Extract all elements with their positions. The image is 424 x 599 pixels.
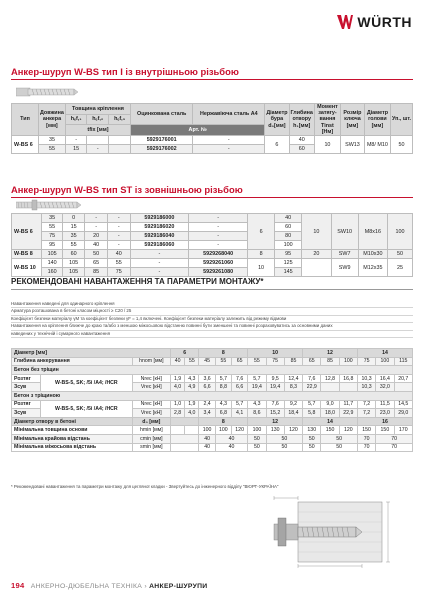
thickness-value: 100 <box>199 426 215 435</box>
diameter-value: 10 <box>248 349 303 358</box>
note-line: наведених у технічній і сумарного навантаження <box>11 331 413 338</box>
tension-value: 20,7 <box>394 374 412 383</box>
drill-unit: d₀ [мм] <box>132 417 170 426</box>
thickness-value <box>170 426 184 435</box>
col-key: Розмір ключа [мм] <box>340 104 364 136</box>
tension-value: 4,3 <box>248 400 266 409</box>
table-row <box>12 443 413 452</box>
tension-value: 9,0 <box>321 400 339 409</box>
col-article: Арт. № <box>131 125 265 136</box>
col-type: Тип <box>12 104 39 136</box>
cell-head: M8/ M10 <box>364 136 390 154</box>
table-row <box>12 259 413 268</box>
shear-value: 8,3 <box>284 383 302 392</box>
drill-value <box>170 417 199 426</box>
section-divider <box>11 79 413 80</box>
shear-value: 19,4 <box>266 383 284 392</box>
thickness-value: 150 <box>376 426 394 435</box>
embed-value: 100 <box>339 357 357 366</box>
cell-pack: 50 <box>390 136 412 154</box>
thickness-value: 130 <box>266 426 284 435</box>
brand-logo <box>337 14 412 30</box>
col-galvanized: Оцинкована сталь <box>131 104 193 125</box>
thickness-value: 150 <box>357 426 375 435</box>
cell-hole: 40 <box>275 214 302 223</box>
spacing-value: 50 <box>248 443 266 452</box>
embed-value: 75 <box>357 357 375 366</box>
shear-value: 2,8 <box>170 409 184 418</box>
tension-value: 7,6 <box>232 374 248 383</box>
tension-value: 16,4 <box>376 374 394 383</box>
shear-unit: Vrec [кН] <box>132 409 170 418</box>
spacing-value: 70 <box>357 443 375 452</box>
drill-value: 12 <box>248 417 303 426</box>
table-row <box>12 391 413 400</box>
tension-value: 1,0 <box>170 400 184 409</box>
shear-value: 22,9 <box>339 409 357 418</box>
cell-t3: 75 <box>107 268 130 277</box>
cell-length: 55 <box>39 145 66 154</box>
shear-value: 19,4 <box>248 383 266 392</box>
cell-t1: 0 <box>62 214 85 223</box>
embed-value: 75 <box>266 357 284 366</box>
tension-value: 5,7 <box>232 400 248 409</box>
shear-value: 4,1 <box>232 409 248 418</box>
cell-key: SW10 <box>331 214 358 250</box>
edge-value <box>170 434 199 443</box>
cell-article-stain: 5929261060 <box>189 259 248 268</box>
diameter-value: 12 <box>303 349 358 358</box>
spacing-value <box>170 443 199 452</box>
cell-t2: 65 <box>85 259 108 268</box>
row-type: W-BS 6 <box>12 214 42 250</box>
tension-value: 12,4 <box>284 374 302 383</box>
tension-value: 7,2 <box>357 400 375 409</box>
cell-t2: - <box>85 223 108 232</box>
footer-path: АНКЕРНО-ДЮБЕЛЬНА ТЕХНІКА <box>30 583 143 590</box>
cell-torque <box>302 259 331 277</box>
cell-length: 95 <box>42 241 62 250</box>
spacing-value: 70 <box>376 443 413 452</box>
cell-torque: 10 <box>314 136 340 154</box>
row-type: W-BS 6 <box>12 136 39 154</box>
spacing-value: 40 <box>215 443 248 452</box>
edge-label: Мінімальна крайова відстань <box>12 434 133 443</box>
table-row <box>12 136 413 145</box>
cell-t3: 55 <box>107 259 130 268</box>
tension-value: 7,6 <box>303 374 321 383</box>
section-title-loads: РЕКОМЕНДОВАНІ НАВАНТАЖЕННЯ ТА ПАРАМЕТРИ МОНТАЖУ* <box>11 277 264 286</box>
shear-value: 5,8 <box>303 409 321 418</box>
spacing-value: 40 <box>199 443 215 452</box>
tension-value: 1,9 <box>185 400 199 409</box>
cell-pack: 50 <box>388 250 413 259</box>
cell-hole: 145 <box>275 268 302 277</box>
thickness-value: 130 <box>303 426 321 435</box>
cell-article-stain: - <box>193 145 265 154</box>
embed-value: 55 <box>248 357 266 366</box>
brand-name: WÜRTH <box>357 14 412 30</box>
cell-article-galv: - <box>130 268 189 277</box>
tension-value: 4,3 <box>215 400 231 409</box>
section-divider <box>11 197 413 198</box>
cell-torque: 20 <box>302 250 331 259</box>
shear-value: 8,8 <box>215 383 231 392</box>
tension-value: 16,8 <box>339 374 357 383</box>
cell-length: 160 <box>42 268 62 277</box>
embed-label: Глибина анкерування <box>12 357 133 366</box>
shear-value: 18,0 <box>321 409 339 418</box>
cell-t1: 35 <box>62 232 85 241</box>
cell-pack: 100 <box>388 214 413 250</box>
embed-value: 100 <box>376 357 394 366</box>
cell-article-stain: - <box>189 232 248 241</box>
installation-drawing <box>270 492 412 574</box>
table-row <box>12 214 413 223</box>
cell-hole: 40 <box>289 136 314 145</box>
drill-value: 8 <box>199 417 248 426</box>
embed-value: 55 <box>215 357 231 366</box>
cell-t3: - <box>107 232 130 241</box>
cell-key: SW9 <box>331 259 358 277</box>
cell-article-galv: - <box>130 259 189 268</box>
edge-unit: cmin [мм] <box>132 434 170 443</box>
table-row <box>12 417 413 426</box>
cell-article-galv: 5929186060 <box>130 241 189 250</box>
tension-value: 7,6 <box>266 400 284 409</box>
cell-hole: 100 <box>275 241 302 250</box>
embed-value: 85 <box>321 357 339 366</box>
cell-length: 35 <box>39 136 66 145</box>
cell-head: M8x16 <box>358 214 387 250</box>
tension-value: 1,9 <box>170 374 184 383</box>
cell-t2: - <box>85 214 108 223</box>
cell-t3 <box>109 145 131 154</box>
shear-value: 6,6 <box>232 383 248 392</box>
cell-key: SW7 <box>331 250 358 259</box>
tension-value: 11,5 <box>376 400 394 409</box>
embed-unit: hnom [мм] <box>132 357 170 366</box>
section-divider <box>11 289 413 290</box>
col-hef3: hₑf,₃ <box>109 114 131 125</box>
table-row <box>12 250 413 259</box>
tension-value: 2,4 <box>199 400 215 409</box>
cell-drill: 10 <box>248 259 275 277</box>
col-drill: Діаметр бура d₀[мм] <box>265 104 289 136</box>
shear-value: 8,6 <box>248 409 266 418</box>
shear-value: 4,0 <box>185 409 199 418</box>
diameter-label: Діаметр [мм] <box>12 349 171 358</box>
embed-value: 45 <box>199 357 215 366</box>
cell-t3: - <box>107 241 130 250</box>
edge-value: 50 <box>266 434 303 443</box>
shear-value: 22,9 <box>303 383 321 392</box>
cell-article-galv: - <box>130 250 189 259</box>
col-head-diam: Діаметр голови [мм] <box>364 104 390 136</box>
cell-article-galv: 5929176002 <box>131 145 193 154</box>
cell-hole: 60 <box>275 223 302 232</box>
spacing-label: Мінімальна міжосьова відстань <box>12 443 133 452</box>
edge-value: 50 <box>248 434 266 443</box>
col-hef2: hₑf,₂ <box>87 114 109 125</box>
section-title-type-i: Анкер-шуруп W-BS тип I із внутрішньою різьбою <box>11 66 239 77</box>
cell-article-galv: 5929186000 <box>130 214 189 223</box>
shear-unit: Vrec [кН] <box>132 383 170 392</box>
embed-value: 40 <box>170 357 184 366</box>
cell-length: 75 <box>42 232 62 241</box>
cell-drill: 6 <box>265 136 289 154</box>
cell-t1: 105 <box>62 268 85 277</box>
shear-label: Зсув <box>12 409 41 418</box>
table-row <box>12 374 413 383</box>
cell-t2: 50 <box>85 250 108 259</box>
thickness-unit: hmin [мм] <box>132 426 170 435</box>
spacing-value: 50 <box>266 443 303 452</box>
tension-value: 10,3 <box>357 374 375 383</box>
col-tfix: tfix [мм] <box>65 125 130 136</box>
thickness-value: 100 <box>215 426 231 435</box>
shear-value: 32,0 <box>376 383 394 392</box>
variant-label: W-BS-5, SK; /5i /A4; /HCR <box>40 374 132 391</box>
footer-current: АНКЕР-ШУРУПИ <box>149 583 208 590</box>
tension-value: 3,6 <box>199 374 215 383</box>
anchor-screw-internal-image <box>16 84 78 100</box>
tension-value: 5,7 <box>248 374 266 383</box>
col-torque: Момент затягу-вання Tinst [Нм] <box>314 104 340 136</box>
cell-t1: - <box>65 136 87 145</box>
shear-value: 3,4 <box>199 409 215 418</box>
note-line: Арматура розташована в бетоні класом міцності ≥ C20 / 25 <box>11 308 413 315</box>
note-line: Коефіцієнт безпеки матеріалу γM та коефіцієнт безпеки γF = 1,4 включені. Коефіцієнт безпеки матеріалу залежить від режиму відмови <box>11 316 413 323</box>
embed-value: 85 <box>284 357 302 366</box>
tension-unit: Nrec [кН] <box>132 400 170 409</box>
cell-hole: 125 <box>275 259 302 268</box>
drill-value: 14 <box>303 417 358 426</box>
table-row <box>12 434 413 443</box>
tension-label: Розтяг <box>12 400 41 409</box>
col-hole-depth: Глибина отвору h₁[мм] <box>289 104 314 136</box>
edge-value: 50 <box>303 434 321 443</box>
cell-t1: 15 <box>65 145 87 154</box>
cell-t2: - <box>87 145 109 154</box>
diameter-value: 14 <box>357 349 412 358</box>
tension-unit: Nrec [кН] <box>132 374 170 383</box>
thickness-value <box>185 426 199 435</box>
cell-t2: 85 <box>85 268 108 277</box>
shear-value <box>394 383 412 392</box>
concrete-condition: Бетон з тріщиною <box>12 391 413 400</box>
cell-length: 140 <box>42 259 62 268</box>
shear-label: Зсув <box>12 383 41 392</box>
cell-t1: 55 <box>62 241 85 250</box>
table-row <box>12 400 413 409</box>
row-type: W-BS 8 <box>12 250 42 259</box>
table-row <box>12 366 413 375</box>
col-pack: Уп., шт. <box>390 104 412 136</box>
tension-value: 11,7 <box>339 400 357 409</box>
thickness-label: Мінімальна товщина основи <box>12 426 133 435</box>
shear-value: 6,8 <box>215 409 231 418</box>
edge-value: 70 <box>376 434 413 443</box>
thickness-value: 120 <box>339 426 357 435</box>
table-row <box>12 349 413 358</box>
cell-t3 <box>109 136 131 145</box>
cell-article-galv: 5929186040 <box>130 232 189 241</box>
cell-key: SW13 <box>340 136 364 154</box>
drill-value: 16 <box>357 417 412 426</box>
cell-article-stain: - <box>193 136 265 145</box>
tension-value: 14,5 <box>394 400 412 409</box>
col-length: Довжина анкера [мм] <box>39 104 66 136</box>
col-thickness: Товщина кріплення <box>65 104 130 115</box>
cell-t1: 60 <box>62 250 85 259</box>
shear-value <box>339 383 357 392</box>
thickness-value: 120 <box>232 426 248 435</box>
tension-label: Розтяг <box>12 374 41 383</box>
cell-article-stain: - <box>189 214 248 223</box>
diameter-value: 6 <box>170 349 199 358</box>
spacing-value: 50 <box>321 443 358 452</box>
load-table <box>11 348 413 452</box>
tension-value: 4,3 <box>185 374 199 383</box>
cell-t1: 15 <box>62 223 85 232</box>
embed-value: 65 <box>232 357 248 366</box>
tension-value: 5,7 <box>303 400 321 409</box>
thickness-value: 120 <box>284 426 302 435</box>
cell-t3: - <box>107 214 130 223</box>
cell-article-stain: 5929261080 <box>189 268 248 277</box>
edge-value: 70 <box>357 434 375 443</box>
thickness-value: 150 <box>321 426 339 435</box>
edge-value: 40 <box>215 434 248 443</box>
embed-value: 55 <box>185 357 199 366</box>
cell-t2: 40 <box>85 241 108 250</box>
cell-hole: 95 <box>275 250 302 259</box>
spacing-value: 50 <box>303 443 321 452</box>
cell-t2 <box>87 136 109 145</box>
shear-value: 4,9 <box>185 383 199 392</box>
col-hef1: hₑf,₁ <box>65 114 87 125</box>
thickness-value: 170 <box>394 426 412 435</box>
footnote: * Рекомендовані навантаження та параметри монтажу для цегляної кладки - Звертуйтесь до інженерного відділу "ВЮРТ-УКРАЇНА" <box>11 484 279 489</box>
cell-length: 55 <box>42 223 62 232</box>
shear-value: 4,0 <box>170 383 184 392</box>
shear-value: 10,3 <box>357 383 375 392</box>
cell-length: 105 <box>42 250 62 259</box>
shear-value: 15,2 <box>266 409 284 418</box>
type-i-spec-table <box>11 103 413 154</box>
edge-value: 40 <box>199 434 215 443</box>
shear-value: 18,4 <box>284 409 302 418</box>
tension-value: 12,8 <box>321 374 339 383</box>
cell-drill: 8 <box>248 250 275 259</box>
edge-value: 50 <box>321 434 358 443</box>
embed-value: 115 <box>394 357 412 366</box>
table-row <box>12 357 413 366</box>
diameter-value: 8 <box>199 349 248 358</box>
cell-head: M10x30 <box>358 250 387 259</box>
cell-t3: - <box>107 223 130 232</box>
cell-head: M12x35 <box>358 259 387 277</box>
variant-label: W-BS-5, SK; /5i /A4; /HCR <box>40 400 132 417</box>
type-st-spec-table <box>11 213 413 277</box>
tension-value: 9,5 <box>266 374 284 383</box>
shear-value: 6,6 <box>199 383 215 392</box>
section-title-type-st: Анкер-шуруп W-BS тип ST із зовнішньою різьбою <box>11 184 243 195</box>
cell-t3: 40 <box>107 250 130 259</box>
shear-value: 23,0 <box>376 409 394 418</box>
cell-article-stain: - <box>189 223 248 232</box>
cell-hole: 60 <box>289 145 314 154</box>
cell-hole: 80 <box>275 232 302 241</box>
cell-article-stain: - <box>189 241 248 250</box>
wurth-logo-icon <box>337 15 353 29</box>
cell-t1: 105 <box>62 259 85 268</box>
cell-torque: 10 <box>302 214 331 250</box>
drill-label: Діаметр отвору в бетоні <box>12 417 133 426</box>
cell-article-galv: 5929186020 <box>130 223 189 232</box>
tension-value: 5,7 <box>215 374 231 383</box>
thickness-value: 100 <box>248 426 266 435</box>
shear-value: 7,2 <box>357 409 375 418</box>
note-line: Навантаження наведені для одинарного кріплення <box>11 301 413 308</box>
anchor-screw-external-image <box>16 199 82 212</box>
cell-article-galv: 5929176001 <box>131 136 193 145</box>
col-stainless: Нержавіюча сталь A4 <box>193 104 265 125</box>
footer-separator: › <box>142 583 150 590</box>
note-line: Навантаження на кріплення ближче до краю та/або з меншою міжосьовою відстанню повинні бути зменшені та повинні розраховуватись за основними даних <box>11 323 413 330</box>
embed-value: 65 <box>303 357 321 366</box>
cell-t2: 20 <box>85 232 108 241</box>
cell-article-stain: 5929268040 <box>189 250 248 259</box>
cell-pack: 25 <box>388 259 413 277</box>
table-row <box>12 426 413 435</box>
tension-value: 9,2 <box>284 400 302 409</box>
shear-value: 29,0 <box>394 409 412 418</box>
spacing-unit: smin [мм] <box>132 443 170 452</box>
cell-drill: 6 <box>248 214 275 250</box>
shear-value <box>321 383 339 392</box>
page-number: 194 <box>11 581 25 590</box>
row-type: W-BS 10 <box>12 259 42 277</box>
installation-notes <box>11 301 413 338</box>
cell-length: 35 <box>42 214 62 223</box>
page-footer <box>11 581 208 590</box>
concrete-condition: Бетон без тріщин <box>12 366 413 375</box>
